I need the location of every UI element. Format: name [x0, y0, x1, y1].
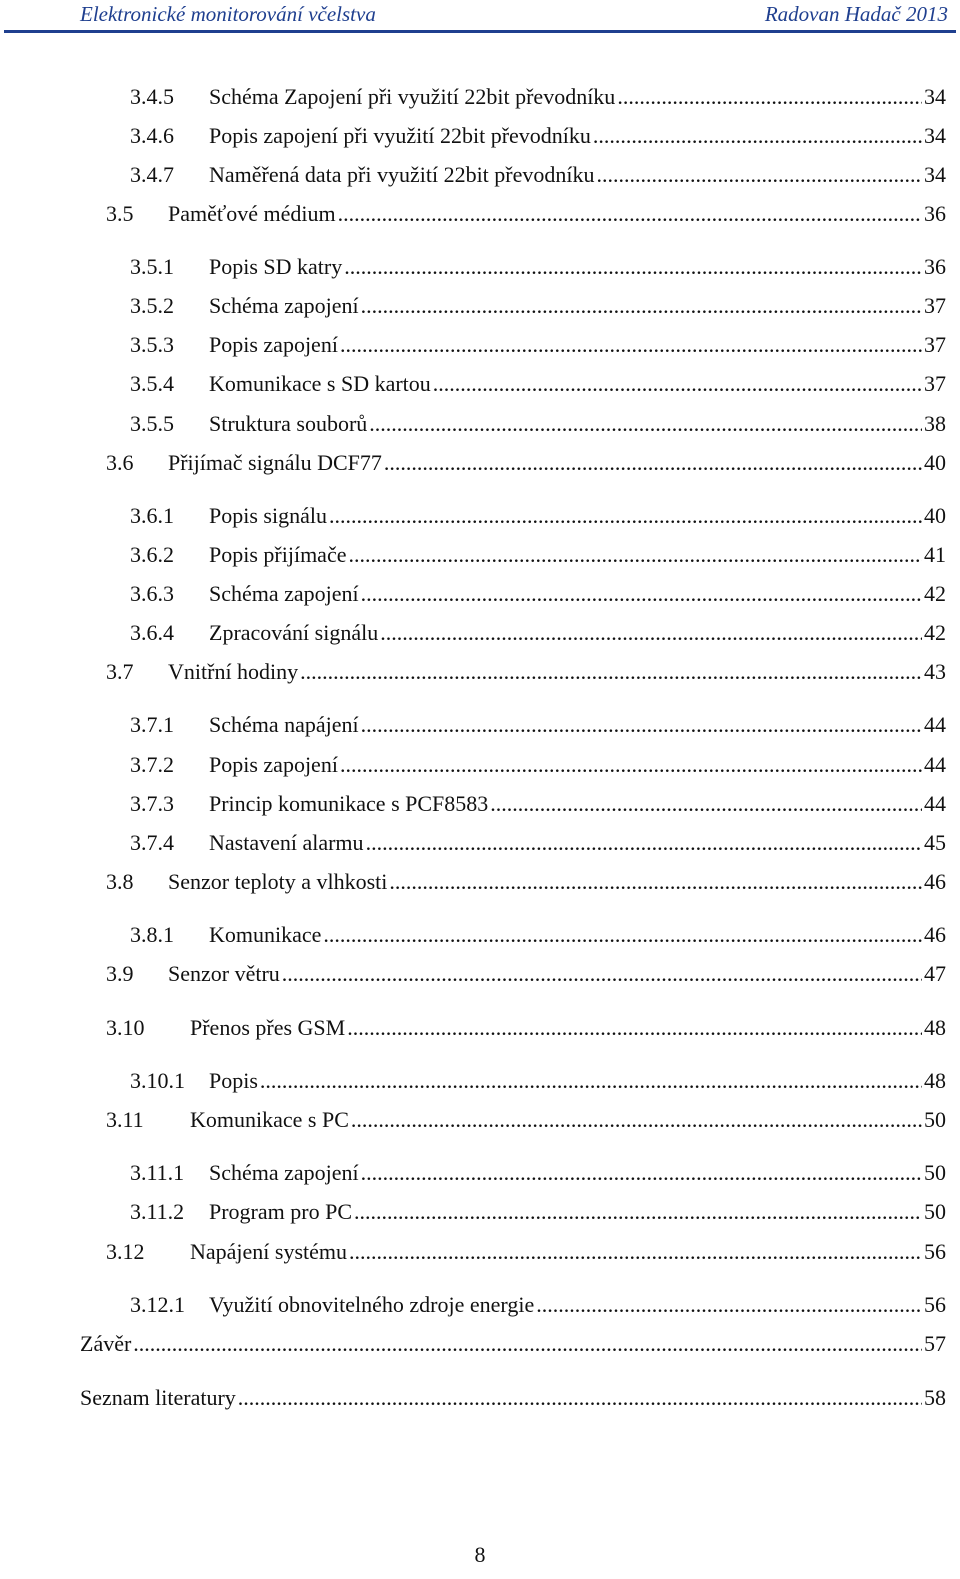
toc-entry[interactable]	[130, 828, 946, 858]
toc-entry-number: 3.9	[106, 961, 134, 986]
toc-entry-page: 47	[924, 961, 946, 986]
toc-entry[interactable]	[130, 160, 946, 190]
toc-dot-leader	[490, 789, 922, 819]
toc-entry-page: 50	[924, 1199, 946, 1224]
toc-entry-title: Schéma zapojení	[209, 293, 359, 318]
toc-dot-leader	[323, 920, 922, 950]
toc-dot-leader	[366, 828, 922, 858]
toc-entry-page: 42	[924, 620, 946, 645]
toc-entry-title: Popis přijímače	[209, 542, 347, 567]
toc-entry-page: 40	[924, 503, 946, 528]
toc-entry-page: 48	[924, 1068, 946, 1093]
toc-entry-page: 56	[924, 1292, 946, 1317]
toc-entry-page: 37	[924, 332, 946, 357]
toc-entry-title: Schéma zapojení	[209, 581, 359, 606]
toc-dot-leader	[238, 1383, 922, 1413]
toc-dot-leader	[344, 252, 922, 282]
toc-entry[interactable]	[130, 1066, 946, 1096]
toc-entry-number: 3.7.1	[130, 712, 174, 737]
toc-entry[interactable]	[106, 959, 946, 989]
toc-dot-leader	[389, 867, 922, 897]
toc-entry-title: Program pro PC	[209, 1199, 352, 1224]
toc-entry-title: Paměťové médium	[168, 201, 336, 226]
toc-entry-page: 41	[924, 542, 946, 567]
toc-entry-number: 3.11	[106, 1107, 144, 1132]
toc-entry-number: 3.10	[106, 1015, 145, 1040]
toc-entry-page: 46	[924, 922, 946, 947]
toc-entry-page: 45	[924, 830, 946, 855]
toc-entry[interactable]	[130, 1197, 946, 1227]
toc-entry-page: 43	[924, 659, 946, 684]
toc-entry-title: Popis zapojení	[209, 752, 338, 777]
toc-entry-page: 44	[924, 752, 946, 777]
toc-dot-leader	[282, 959, 922, 989]
page-number: 8	[474, 1542, 486, 1567]
toc-entry-page: 42	[924, 581, 946, 606]
toc-dot-leader	[384, 448, 922, 478]
toc-entry[interactable]	[130, 618, 946, 648]
toc-entry[interactable]	[106, 657, 946, 687]
toc-entry-title: Zpracování signálu	[209, 620, 379, 645]
toc-entry-page: 50	[924, 1160, 946, 1185]
toc-entry-title: Komunikace s SD kartou	[209, 371, 431, 396]
toc-entry[interactable]	[130, 252, 946, 282]
toc-entry[interactable]	[106, 199, 946, 229]
toc-entry-page: 34	[924, 84, 946, 109]
toc-entry-page: 38	[924, 411, 946, 436]
toc-entry-page: 44	[924, 791, 946, 816]
toc-entry-title: Popis zapojení při využití 22bit převodníku	[209, 123, 591, 148]
toc-dot-leader	[354, 1197, 922, 1227]
toc-entry-number: 3.4.7	[130, 162, 174, 187]
toc-entry[interactable]	[130, 750, 946, 780]
toc-entry-page: 50	[924, 1107, 946, 1132]
toc-entry-page: 40	[924, 450, 946, 475]
toc-entry-number: 3.7.4	[130, 830, 174, 855]
toc-entry-title: Schéma napájení	[209, 712, 359, 737]
toc-dot-leader	[361, 291, 922, 321]
toc-entry-number: 3.5.5	[130, 411, 174, 436]
toc-entry-title: Senzor větru	[168, 961, 280, 986]
toc-entry-title: Vnitřní hodiny	[168, 659, 299, 684]
toc-entry-number: 3.10.1	[130, 1068, 185, 1093]
toc-dot-leader	[338, 199, 922, 229]
toc-entry-page: 37	[924, 293, 946, 318]
toc-entry-title: Schéma Zapojení při využití 22bit převodníku	[209, 84, 616, 109]
toc-entry-title: Schéma zapojení	[209, 1160, 359, 1185]
toc-entry[interactable]	[80, 1383, 946, 1413]
toc-entry-page: 46	[924, 869, 946, 894]
toc-dot-leader	[133, 1329, 922, 1359]
toc-dot-leader	[536, 1290, 922, 1320]
toc-dot-leader	[260, 1066, 922, 1096]
toc-entry-page: 58	[924, 1385, 946, 1410]
toc-dot-leader	[361, 579, 922, 609]
toc-entry-title: Napájení systému	[190, 1239, 348, 1264]
toc-entry-number: 3.8	[106, 869, 134, 894]
toc-dot-leader	[593, 121, 922, 151]
running-header	[80, 0, 948, 30]
toc-dot-leader	[380, 618, 922, 648]
toc-entry-number: 3.4.5	[130, 84, 174, 109]
toc-entry-title: Naměřená data při využití 22bit převodníku	[209, 162, 595, 187]
toc-entry-title: Popis	[209, 1068, 258, 1093]
toc-entry[interactable]	[106, 1237, 946, 1267]
toc-entry-title: Přenos přes GSM	[190, 1015, 346, 1040]
toc-entry[interactable]	[130, 789, 946, 819]
toc-entry[interactable]	[106, 448, 946, 478]
toc-entry-number: 3.6.3	[130, 581, 174, 606]
header-author-year: Radovan Hadač 2013	[764, 2, 948, 26]
toc-entry-number: 3.11.2	[130, 1199, 185, 1224]
toc-entry-title: Využití obnovitelného zdroje energie	[209, 1292, 535, 1317]
toc-entry-page: 56	[924, 1239, 946, 1264]
toc-entry[interactable]	[130, 920, 946, 950]
toc-entry[interactable]	[130, 1158, 946, 1188]
toc-entry[interactable]	[106, 867, 946, 897]
toc-entry-title: Struktura souborů	[209, 411, 368, 436]
toc-entry-title: Přijímač signálu DCF77	[168, 450, 382, 475]
toc-dot-leader	[347, 1013, 922, 1043]
toc-entry-page: 36	[924, 254, 946, 279]
header-rule	[4, 30, 956, 33]
toc-entry-page: 34	[924, 162, 946, 187]
toc-entry[interactable]	[106, 1013, 946, 1043]
toc-entry-number: 3.8.1	[130, 922, 174, 947]
toc-entry-page: 44	[924, 712, 946, 737]
toc-entry[interactable]	[130, 82, 946, 112]
toc-entry-number: 3.12	[106, 1239, 145, 1264]
toc-entry[interactable]	[130, 291, 946, 321]
toc-entry-title: Seznam literatury	[80, 1385, 236, 1410]
toc-entry[interactable]	[130, 1290, 946, 1320]
toc-entry-number: 3.5	[106, 201, 134, 226]
toc-entry-number: 3.5.4	[130, 371, 174, 396]
toc-entry-number: 3.4.6	[130, 123, 174, 148]
toc-dot-leader	[340, 750, 922, 780]
toc-dot-leader	[340, 330, 922, 360]
toc-entry-number: 3.5.1	[130, 254, 174, 279]
toc-entry-page: 48	[924, 1015, 946, 1040]
toc-dot-leader	[329, 501, 922, 531]
toc-entry[interactable]	[130, 330, 946, 360]
toc-entry-page: 57	[924, 1331, 946, 1356]
toc-dot-leader	[369, 409, 922, 439]
toc-entry-number: 3.6.1	[130, 503, 174, 528]
toc-dot-leader	[349, 1237, 922, 1267]
toc-entry-page: 34	[924, 123, 946, 148]
toc-entry-title: Komunikace s PC	[190, 1107, 349, 1132]
toc-entry[interactable]	[130, 579, 946, 609]
toc-dot-leader	[433, 369, 922, 399]
toc-entry-title: Popis zapojení	[209, 332, 338, 357]
toc-dot-leader	[351, 1105, 922, 1135]
toc-entry[interactable]	[130, 540, 946, 570]
header-document-title: Elektronické monitorování včelstva	[80, 2, 376, 26]
toc-dot-leader	[597, 160, 923, 190]
toc-entry-title: Závěr	[80, 1331, 132, 1356]
toc-entry-title: Komunikace	[209, 922, 322, 947]
toc-entry-title: Senzor teploty a vlhkosti	[168, 869, 388, 894]
toc-entry-title: Princip komunikace s PCF8583	[209, 791, 489, 816]
toc-entry[interactable]	[130, 501, 946, 531]
toc-entry-number: 3.5.3	[130, 332, 174, 357]
toc-entry-title: Popis SD katry	[209, 254, 343, 279]
toc-entry-number: 3.6	[106, 450, 134, 475]
toc-entry-number: 3.7	[106, 659, 134, 684]
toc-entry-number: 3.11.1	[130, 1160, 185, 1185]
toc-entry-number: 3.12.1	[130, 1292, 185, 1317]
toc-entry-number: 3.6.2	[130, 542, 174, 567]
toc-entry-number: 3.7.3	[130, 791, 174, 816]
toc-entry[interactable]	[130, 710, 946, 740]
toc-dot-leader	[361, 1158, 922, 1188]
toc-entry-number: 3.6.4	[130, 620, 174, 645]
toc-dot-leader	[348, 540, 922, 570]
toc-entry-title: Nastavení alarmu	[209, 830, 364, 855]
toc-entry-number: 3.5.2	[130, 293, 174, 318]
toc-entry-page: 36	[924, 201, 946, 226]
toc-entry[interactable]	[80, 1329, 946, 1359]
toc-entry[interactable]	[106, 1105, 946, 1135]
toc-dot-leader	[361, 710, 922, 740]
toc-entry-number: 3.7.2	[130, 752, 174, 777]
toc-entry[interactable]	[130, 121, 946, 151]
toc-entry-page: 37	[924, 371, 946, 396]
toc-dot-leader	[300, 657, 922, 687]
toc-entry[interactable]	[130, 369, 946, 399]
toc-entry-title: Popis signálu	[209, 503, 327, 528]
toc-entry[interactable]	[130, 409, 946, 439]
toc-dot-leader	[617, 82, 922, 112]
